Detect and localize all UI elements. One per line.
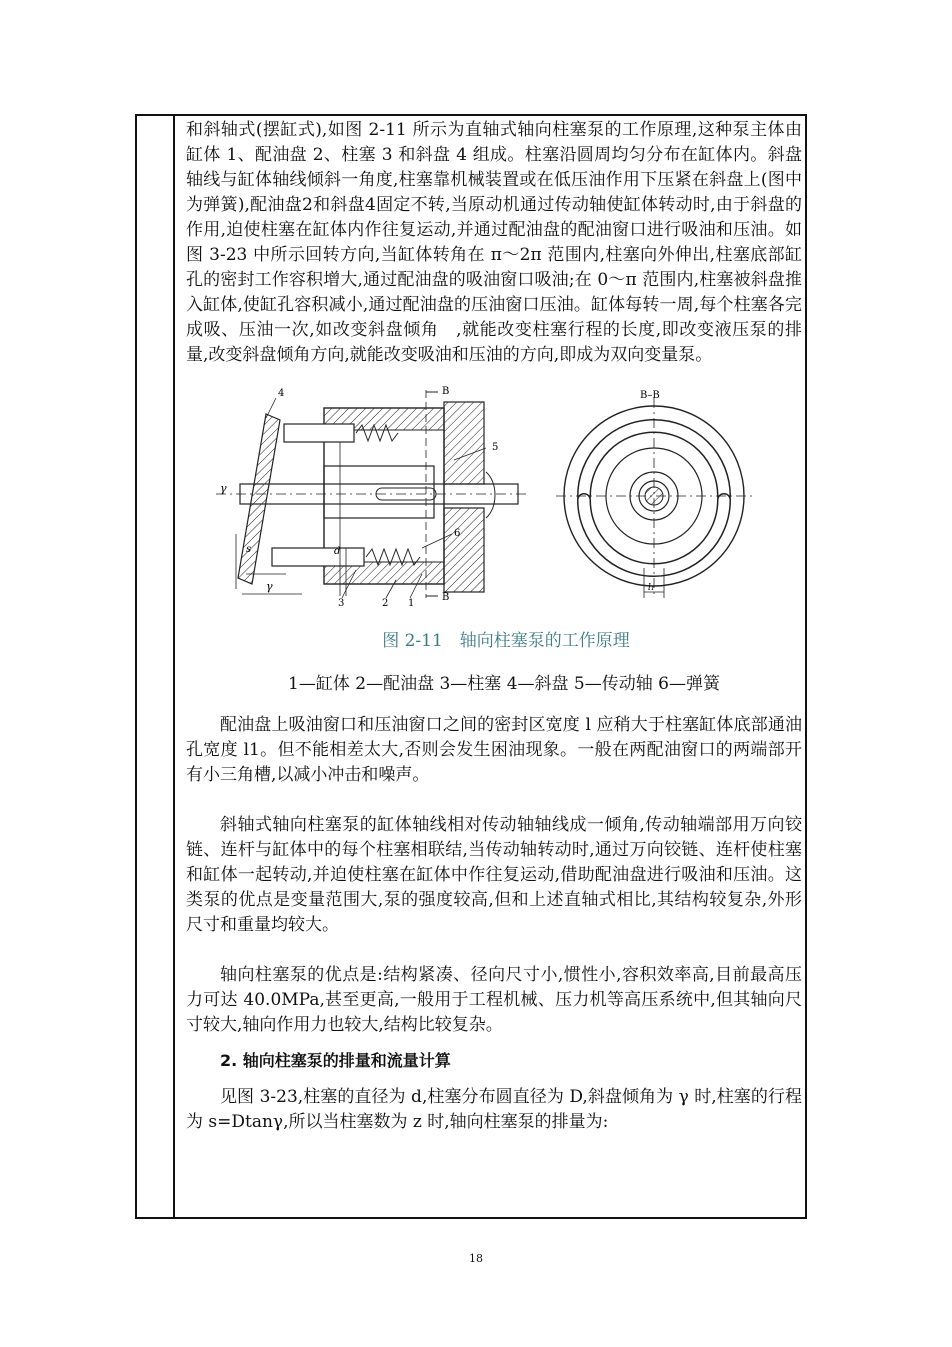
figure-legend: 1—缸体 2—配油盘 3—柱塞 4—斜盘 5—传动轴 6—弹簧 (288, 674, 720, 694)
label-l1: l₁ (648, 583, 655, 593)
paragraph-bent-axis: 斜轴式轴向柱塞泵的缸体轴线相对传动轴轴线成一倾角,传动轴端部用万向铰链、连杆与缸体中的每个柱塞相联结,当传动轴转动时,通过万向铰链、连杆使柱塞和缸体一起转动,并迫使柱塞在缸体中作往复运动,借助配油盘进行吸油和压油。这类泵的优点是变量范围大,泵的强度较高,但和上述直轴式相比,其结构较复杂,外形尺寸和重量均较大。 (186, 815, 802, 935)
label-gamma-angle: γ (266, 580, 273, 593)
figure-axial-piston-pump (186, 384, 802, 609)
section-view-bb (556, 390, 752, 598)
table-left-column (137, 116, 175, 1217)
label-s: s (246, 544, 252, 555)
table-content-cell (186, 118, 802, 1135)
label-section: B–B (640, 390, 660, 401)
section-heading: 2. 轴向柱塞泵的排量和流量计算 (220, 1051, 451, 1070)
label-6: 6 (454, 528, 461, 539)
page-number: 18 (469, 1252, 483, 1265)
label-3: 3 (338, 598, 345, 609)
label-1: 1 (408, 598, 415, 609)
pistons (272, 424, 420, 566)
label-2: 2 (382, 598, 389, 609)
label-d: d (334, 546, 341, 557)
label-b-top: B (442, 386, 450, 397)
pump-diagram (186, 384, 802, 609)
figure-caption: 图 2-11 轴向柱塞泵的工作原理 (382, 631, 630, 651)
content-table (135, 114, 807, 1219)
paragraph-advantages: 轴向柱塞泵的优点是:结构紧凑、径向尺寸小,惯性小,容积效率高,目前最高压力可达 40.0MPa,甚至更高,一般用于工程机械、压力机等高压系统中,但其轴向尺寸较大,轴向作用力也较大,结构比较复杂。 (186, 965, 802, 1035)
valve-plate (444, 402, 484, 592)
label-4: 4 (278, 388, 285, 399)
paragraph-seal-zone: 配油盘上吸油窗口和压油窗口之间的密封区宽度 l 应稍大于柱塞缸体底部通油孔宽度 l1。但不能相差太大,否则会发生困油现象。一般在两配油窗口的两端部开有小三角槽,以减小冲击和噪声。 (186, 715, 802, 785)
paragraph-displacement: 见图 3-23,柱塞的直径为 d,柱塞分布圆直径为 D,斜盘倾角为 γ 时,柱塞的行程为 s=Dtanγ,所以当柱塞数为 z 时,轴向柱塞泵的排量为: (186, 1087, 802, 1132)
label-gamma-axis: γ (220, 482, 227, 495)
label-5: 5 (492, 442, 499, 453)
label-b-bottom: B (442, 592, 450, 603)
paragraph-pump-principle: 和斜轴式(摆缸式),如图 2-11 所示为直轴式轴向柱塞泵的工作原理,这种泵主体由缸体 1、配油盘 2、柱塞 3 和斜盘 4 组成。柱塞沿圆周均匀分布在缸体内。斜盘轴线与缸体轴线倾斜一角度,柱塞靠机械装置或在低压油作用下压紧在斜盘上(图中为弹簧),配油盘2和斜盘4固定不转,当原动机通过传动轴使缸体转动时,由于斜盘的作用,迫使柱塞在缸体内作往复运动,并通过配油盘的配油窗口进行吸油和压油。如图 3-23 中所示回转方向,当缸体转角在 π～2π 范围内,柱塞向外伸出,柱塞底部缸孔的密封工作容积增大,通过配油盘的吸油窗口吸油;在 0～π 范围内,柱塞被斜盘推入缸体,使缸孔容积减小,通过配油盘的压油窗口压油。缸体每转一周,每个柱塞各完成吸、压油一次,如改变斜盘倾角 ,就能改变柱塞行程的长度,即改变液压泵的排量,改变斜盘倾角方向,就能改变吸油和压油的方向,即成为双向变量泵。 (186, 120, 802, 365)
